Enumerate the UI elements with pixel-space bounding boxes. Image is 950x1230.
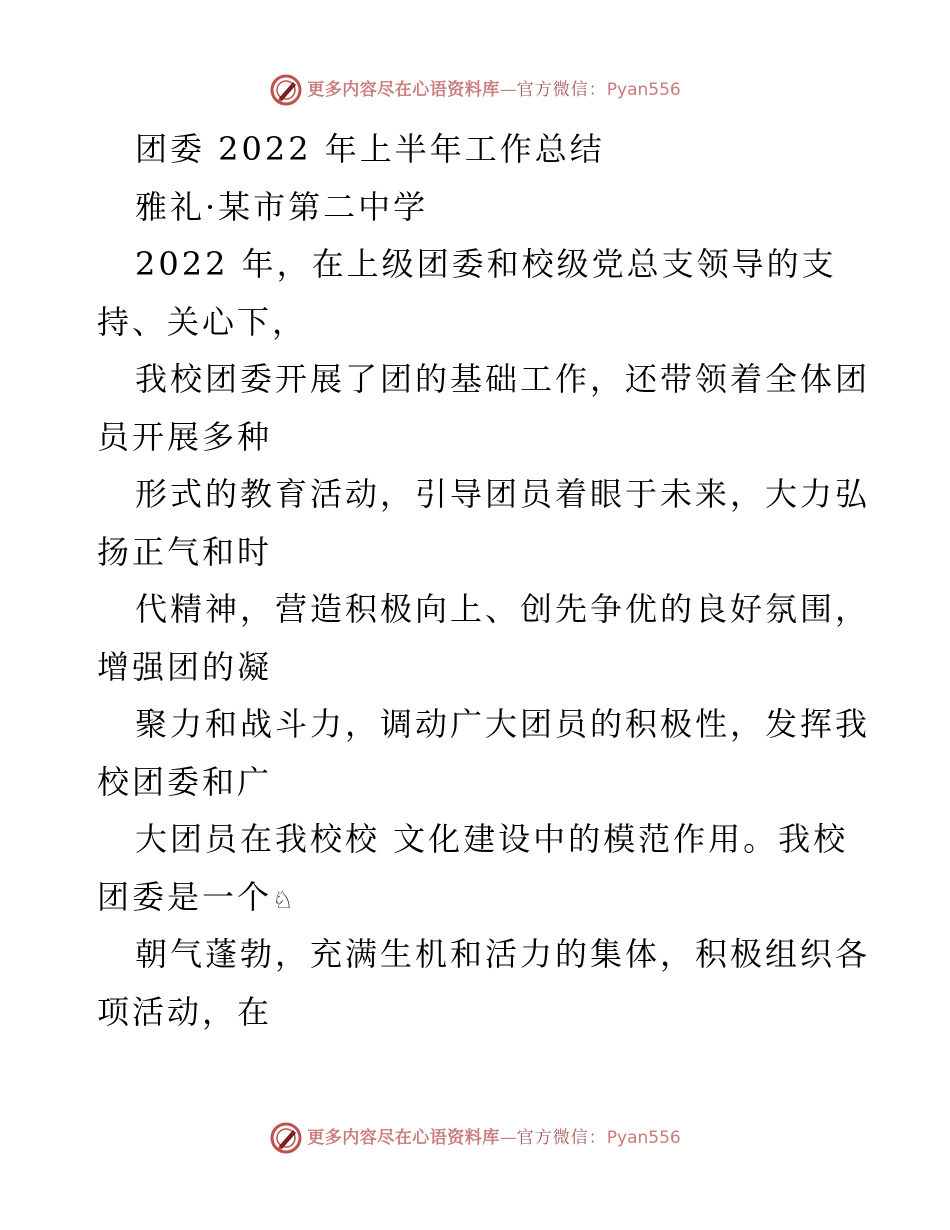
paragraph-line: 增强团的凝 (97, 647, 273, 686)
banner-dash: — (499, 80, 517, 100)
paragraph-line-text: 团委是一个 (97, 877, 273, 916)
header-banner (0, 70, 950, 110)
site-name: 更多内容尽在心语资料库 (307, 80, 500, 100)
wechat-label: 官方微信： (516, 1128, 607, 1148)
knight-symbol: ♘ (272, 885, 297, 914)
wechat-id: Pyan556 (606, 80, 681, 100)
paragraph-line: 持、关心下， (97, 302, 308, 341)
banner-dash: — (499, 1128, 517, 1148)
document-body (97, 121, 871, 1041)
pen-logo-icon (269, 1121, 303, 1155)
paragraph-line: 形式的教育活动，引导团员着眼于未来，大力弘 (135, 475, 871, 513)
paragraph-line: 扬正气和时 (97, 532, 273, 571)
paragraph-line: 我校团委开展了团的基础工作，还带领着全体团 (135, 360, 871, 398)
wechat-id: Pyan556 (606, 1128, 681, 1148)
paragraph-line: 大团员在我校校 文化建设中的模范作用。我校 (135, 820, 849, 858)
paragraph-line: 朝气蓬勃，充满生机和活力的集体，积极组织各 (135, 935, 871, 973)
paragraph-line: 项活动，在 (97, 992, 273, 1031)
paragraph-line: 员开展多种 (97, 417, 273, 456)
paragraph-line: 2022 年，在上级团委和校级党总支领导的支 (135, 245, 837, 283)
pen-logo-icon (269, 73, 303, 107)
paragraph-line: 聚力和战斗力，调动广大团员的积极性，发挥我 (135, 705, 871, 743)
paragraph-line: 校团委和广 (97, 762, 273, 801)
wechat-label: 官方微信： (516, 80, 607, 100)
doc-title: 团委 2022 年上半年工作总结 (135, 130, 605, 168)
site-name: 更多内容尽在心语资料库 (307, 1128, 500, 1148)
paragraph-line-with-symbol (97, 869, 857, 927)
doc-subtitle: 雅礼·某市第二中学 (135, 187, 429, 226)
footer-banner (0, 1118, 950, 1158)
paragraph-line: 代精神，营造积极向上、创先争优的良好氛围， (135, 590, 871, 628)
